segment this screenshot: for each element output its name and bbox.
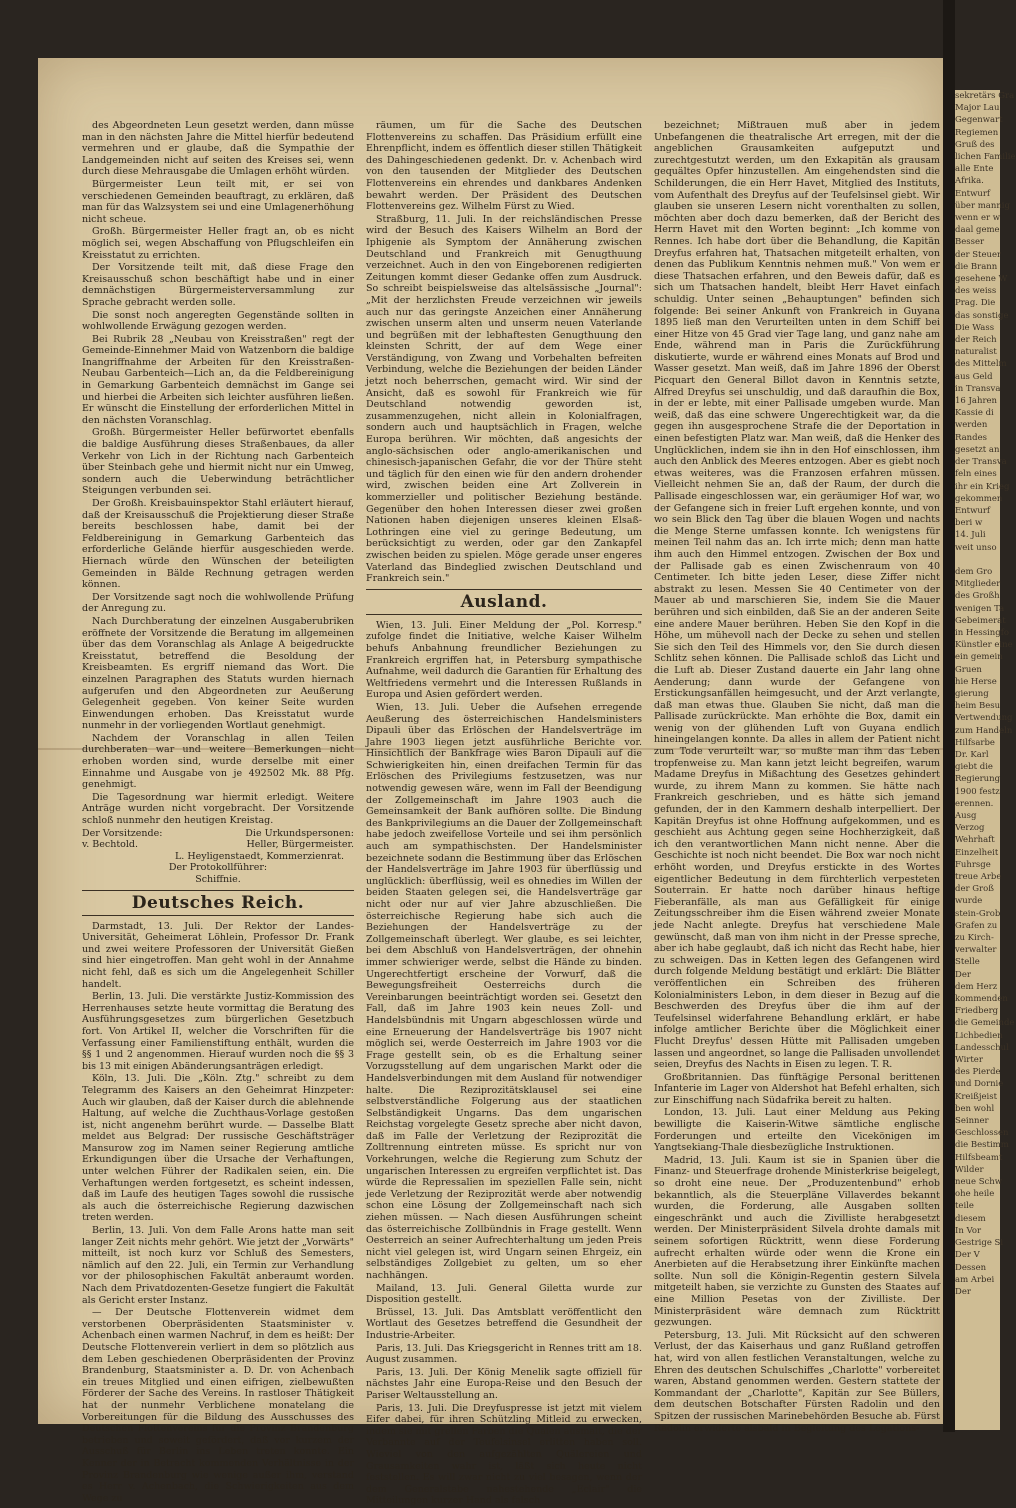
adjacent-page-line: Fuhrsge [955, 859, 991, 870]
article-paragraph: Großbritannien. Das fünftägige Personal berittenen Infanterie im Lager von Aldershot hat Befehl erhalten, sich zur Einschiffung nach Südafrika bereit zu halten. [654, 1071, 940, 1106]
adjacent-page-line: beri w [955, 518, 983, 529]
adjacent-page-line [955, 554, 1000, 566]
article-paragraph: Berlin, 13. Juli. Von dem Falle Arons hatte man seit langer Zeit nichts mehr gehört. Wie jetzt der „Vorwärts" mitteilt, ist noch kurz vor Schluß des Semesters, nämlich auf den 22. Juli, ein Termin zur Verhandlung vor der philosophischen Fakultät anberaumt worden. Nach dem Privatdozenten-Gesetze fungiert die Fakultät als Gericht erster Instanz. [82, 1225, 354, 1306]
adjacent-page-line: ein gemein [955, 652, 1003, 663]
adjacent-page-line: heim Besu [955, 701, 1001, 712]
adjacent-page-line: Lichbedien [955, 1030, 1003, 1041]
article-paragraph: bezeichnet; Mißtrauen muß aber in jedem Unbefangenen die theatralische Art erregen, mit der die angeblichen Grausamkeiten aufgeputzt und zurechtgestutzt werden, um den Exkapitän als grausam gequältes Opfer hinzustellen. Am eingehendsten sind die Schilderungen, die ein Herr Havet, Mitglied des Instituts, vom Aufenthalt des Dreyfus auf der Teufelsinsel giebt. Wir glauben sie unseren Lesern nicht vorenthalten zu sollen, möchten aber doch dazu bemerken, daß der Bericht des Herrn Havet mit den Worten beginnt: „Ich komme von Rennes. Ich habe dort über die Behandlung, die Kapitän Dreyfus erfahren hat, Thatsachen mitgeteilt erhalten, von denen das Publikum Kenntnis nehmen muß." Von wem er diese Thatsachen erfahren, und den Beweis dafür, daß es sich um Thatsachen handelt, bleibt Herr Havet einfach schuldig. Unter seinen „Behauptungen" befinden sich folgende: Bei seiner Ankunft von Frankreich in Guyana 1895 ließ man den Verurteilten unten in dem Schiff bei einer Hitze von 45 Grad vier Tage lang, und ganz nahe am Ende, während man in Paris die Zurückführung diskutierte, wurde er während eines Monats auf Brod und Wasser gesetzt. Man weiß, daß im Jahre 1896 der Oberst Picquart den General Billot davon in Kenntnis setzte, Alfred Dreyfus sei unschuldig, und daß daraufhin die Box, in der er lebte, mit einer Pallisade umgeben wurde. Man weiß, daß das eine schwere Ungerechtigkeit war, da die gegen ihn ausgesprochene Strafe die der Deportation in einen befestigten Platz war. Man weiß, daß die Henker des Unglücklichen, indem sie ihn in den Hof einschlossen, ihm auch den Anblick des Meeres entzogen. Aber es giebt noch etwas weiteres, was die Franzosen erfahren müssen. Vielleicht nehmen Sie an, daß der Raum, der durch die Pallisade eingeschlossen war, ein geräumiger Hof war, wo der Gefangene sich in freier Luft ergehen konnte, und von wo sein Blick den Tag über die blauen Wogen und nachts die Menge Sterne umfassen konnte. Ich wenigstens für meinen Teil nahm das an. Ich irrte mich; denn man hatte ihm auch den Himmel entzogen. Zwischen der Box und der Pallisade gab es einen Zwischenraum von 40 Centimeter. Ich bitte jeden Leser, diese Ziffer nicht abstrakt zu lesen. Messen Sie 40 Centimeter von der Mauer ab und marschieren Sie, indem Sie die Mauer berühren und sich einbilden, daß Sie an der anderen Seite eine andere Mauer berühren. Heben Sie den Kopf in die Höhe, um mühevoll nach der Decke zu sehen und stellen Sie sich den Teil des Himmels vor, den Sie durch diesen Schlitz sehen können. Die Pallisade schloß das Licht und die Luft ab. Dieser Zustand dauerte ein Jahr lang ohne Aenderung; dann wurde der Gefangene von Erstickungsanfällen heimgesucht, und der Arzt verlangte, daß man etwas thue. Glauben Sie nicht, daß man die Pallisade zurückrückte. Man erhöhte die Box, damit ein wenig von der glühenden Luft von Guyana endlich hineingelangen konnte. Da alles in allem der Patient nicht zum Tode verurteilt war, so mußte man ihm das Leben tropfenweise zu. Man kann jetzt leicht begreifen, warum Madame Dreyfus in Mißachtung des Gesetzes gehindert wurde, zu ihrem Mann zu kommen. Sie hätte nach Frankreich geschrieben, und es hätte sich jemand gefunden, der in den Kammern deshalb interpelliert. Der Kapitän Dreyfus ist ohne Hoffnung aufgekommen, und es geschieht aus Achtung gegen seine Hochherzigkeit, daß ich den verantwortlichen Mann nicht nenne. Aber die Geschichte ist noch nicht beendet. Die Box war noch nicht erhöht worden, und Dreyfus erstickte in des Wortes eigentlicher Bedeutung in dem fürchterlich verpesteten Souterrain. Er hatte noch darüber hinaus heftige Fieberanfälle, als man aus Gefälligkeit für einige Zeitungsschreiber ihm die Eisen während zweier Monate jede Nacht anlegte. Dreyfus hat verschiedene Male gewünscht, daß man von ihm nicht in der Presse spreche, aber ich habe geglaubt, daß ich nicht das Recht habe, hier zu schweigen. Das in Ketten legen des Gefangenen wird durch folgende Meldung bestätigt und erklärt: Die Blätter veröffentlichen ein Schreiben des früheren Kolonialministers Lebon, in dem dieser in Bezug auf die Beschwerden des Dreyfus über die ihm auf der Teufelsinsel widerfahrene Behandlung erklärt, er habe infolge amtlicher Berichte über die Möglichkeit einer Flucht Dreyfus' dessen Hütte mit Pallisaden umgeben lassen und angeordnet, so lange die Pallisaden unvollendet seien, Dreyfus des Nachts in Eisen zu legen. T. R. [654, 120, 940, 1071]
adjacent-page-line: des Mittelm [955, 359, 1007, 370]
adjacent-page-line: diesem [955, 1213, 986, 1224]
article-paragraph: Paris, 13. Juli. Die Dreyfuspresse ist jetzt mit vielem Eifer dabei, für ihren Schützling Mitleid zu erwecken, indem sie mit grellen Farben die Qualen ausmalt, die der Verbannte auf der Teufelsinsel erlitten haben soll. Wieviel von den aufgezählten Quälereien und Grausamkeiten wahr ist, läßt sich heute nicht feststellen. Es will zwar nicht zu viel besagen, wenn der dem Generalstabe nahestehende „Eclair" die Mitteilungen kurzer Hand als falsch [366, 1402, 642, 1507]
adjacent-page-line: Ausg [955, 810, 977, 821]
adjacent-page-line: Prag. Die [955, 298, 996, 309]
article-paragraph: Der Großh. Kreisbauinspektor Stahl erläutert hierauf, daß der Kreisausschuß die Projektierung dieser Straße bereits beschlossen habe, damit bei der Feldbereinigung in Gemarkung Garbenteich das erforderliche Gelände hierfür ausgeschieden werde. Hiernach würde den Wünschen der beteiligten Gemeinden in Bälde Rechnung getragen werden können. [82, 498, 354, 591]
adjacent-page-line: Gebeimerat [955, 615, 1006, 626]
adjacent-page-line: Stelle [955, 957, 980, 968]
signature-name: L. Heyligenstaedt, Kommerzienrat. [174, 850, 344, 862]
adjacent-page-line: lichen Familie [955, 152, 1016, 163]
adjacent-page-line: zu Kirch- [955, 933, 994, 944]
adjacent-page-line: der Steuer [955, 249, 1002, 260]
adjacent-page-line: Major Lau [955, 103, 1000, 114]
adjacent-page-line: Randes [955, 432, 987, 443]
adjacent-page-line: Der V [955, 1250, 980, 1261]
section-heading: Deutsches Reich. [82, 890, 354, 916]
adjacent-page-line: der Groß [955, 884, 994, 895]
adjacent-page-line: sekretärs Gra [955, 91, 1015, 101]
article-paragraph: Köln, 13. Juli. Die „Köln. Ztg." schreibt zu dem Telegramm des Kaisers an den Geheimrat Hinzpeter: Auch wir glauben, daß der Kaiser durch die ablehnende Haltung, auf welche die Zuchthaus-Vorlage gestoßen ist, nicht angenehm berührt wurde. — Dasselbe Blatt meldet aus Belgrad: Der russische Geschäftsträger Mansurow zog im Namen seiner Regierung amtliche Erkundigungen über die Ursache der Verhaftungen, unter welchen Führer der Radikalen seien, ein. Die Verhaftungen werden fortgesetzt, es scheint indessen, daß im Laufe des heutigen Tages sowohl die russische als auch die österreichische Regierung dazwischen treten werden. [82, 1073, 354, 1224]
adjacent-page-line: dem Gro [955, 566, 993, 577]
article-paragraph: Paris, 13. Juli. Das Kriegsgericht in Rennes tritt am 18. August zusammen. [366, 1342, 642, 1366]
adjacent-page-line: über mannig [955, 200, 1010, 211]
section-heading: Ausland. [366, 589, 642, 615]
adjacent-page-line: Hilfsbeamt [955, 1152, 1003, 1163]
adjacent-page-line: kommenden [955, 994, 1008, 1005]
adjacent-page-line: der Reich [955, 335, 997, 346]
adjacent-page-line: in Transva [955, 383, 1001, 394]
adjacent-page-line: ihr ein Krieg [955, 481, 1010, 492]
adjacent-page-line: feln eines [955, 469, 997, 480]
adjacent-page-line: Dr. Karl [955, 749, 989, 760]
adjacent-page-line: werden [955, 420, 988, 431]
adjacent-page-line: gierung [955, 688, 989, 699]
adjacent-page-line: 14. Juli [955, 530, 986, 541]
adjacent-page-line: Wehrhaft [955, 835, 995, 846]
newspaper-page [38, 58, 943, 1507]
adjacent-page-line: gesetzt an [955, 444, 1000, 455]
article-paragraph: Bürgermeister Leun teilt mit, er sei von verschiedenen Gemeinden beauftragt, zu erklären, daß man für das Walzsystem sei und eine Umlagenerhöhung nicht scheue. [82, 178, 354, 225]
adjacent-page-line: erennen. [955, 798, 994, 809]
article-paragraph: — Der Deutsche Flottenverein widmet dem verstorbenen Oberpräsidenten Staatsminister v. Achenbach einen warmen Nachruf, in dem es heißt: Der Deutsche Flottenverein verliert in dem so plötzlich aus dem Leben geschiedenen Oberpräsidenten der Provinz Brandenburg, Staatsminister a. D. Dr. von Achenbach ein treues Mitglied und einen eifrigen, zielbewußten Förderer der Sache des Vereins. In rastloser Thätigkeit hat der nunmehr Verblichene monatelang die Vorbereitungen für die Bildung des Ausschusses des Deutschen Flottenvereins für die Provinz Brandenburg betrieben und soweit gefördert, daß vor kurzem der Ausschuß für Berlin ins Leben treten konnte. Ein Kenner der in Betracht kommenden Verhältnisse in der Provinz Brandenburg wie wenige außer ihm, verstand es Herr v. Achenbach, die Schwierigkeiten aus dem Wege zu [82, 1307, 354, 1504]
adjacent-page-line: des Großh [955, 591, 1000, 602]
adjacent-page-line: Friedberg [955, 1006, 999, 1017]
adjacent-page-line: Vertwendung [955, 713, 1013, 724]
adjacent-page-line: Wilder [955, 1164, 984, 1175]
adjacent-page-line: Besser [955, 237, 985, 248]
signature-row [82, 839, 354, 851]
adjacent-page-line: alle Ente [955, 164, 994, 175]
adjacent-page-line: Der [955, 969, 971, 980]
adjacent-page-line: wurde [955, 896, 983, 907]
adjacent-page-line: gekommen [955, 493, 1003, 504]
adjacent-page-line: der Transva [955, 457, 1007, 468]
article-paragraph: Brüssel, 13. Juli. Das Amtsblatt veröffentlicht den Wortlaut des Gesetzes betreffend die Gesundheit der Industrie-Arbeiter. [366, 1306, 642, 1341]
adjacent-page-line: Gegenwart [955, 115, 1003, 126]
adjacent-page-line: und Dornie [955, 1079, 1004, 1090]
article-paragraph: Wien, 13. Juli. Einer Meldung der „Pol. Korresp." zufolge findet die Initiative, welche Kaiser Wilhelm behufs Anbahnung freundlicher Beziehungen zu Frankreich ergriffen hat, in Petersburg sympathische Aufnahme, weil dadurch die Garantien für Erhaltung des Weltfriedens vermehrt und die Interessen Rußlands in Europa und Asien gefördert werden. [366, 619, 642, 701]
adjacent-page-line: Einzelheit [955, 847, 999, 858]
signature-name: Schiffnie. [195, 874, 241, 885]
adjacent-page-line: 16 Jahren [955, 396, 998, 407]
article-paragraph: Mailand, 13. Juli. General Giletta wurde zur Disposition gestellt. [366, 1282, 642, 1306]
article-paragraph: Der Vorsitzende teilt mit, daß diese Frage den Kreisausschuß schon beschäftigt habe und in einer demnächstigen Bürgermeisterversammlung zur Sprache gebracht werden solle. [82, 262, 354, 308]
column-3 [654, 120, 940, 1435]
adjacent-page-line: Gruß des [955, 139, 995, 150]
adjacent-page-line: Künstler eine [955, 640, 1013, 651]
article-paragraph: Petersburg, 13. Juli. Mit Rücksicht auf den schweren Verlust, der das Kaiserhaus und ganz Rußland getroffen hat, wird von allen festlichen Veranstaltungen, welche zu Ehren des deutschen Schulschiffes „Charlotte" vorbereitet waren, Abstand genommen werden. Gestern stattete der Kommandant der „Charlotte", Kapitän zur See Büllers, dem deutschen Botschafter Fürsten Radolin und den Spitzen der russischen Marinebehörden Besuche ab. Fürst Radolin erwiderte alsbald in Begleitung des Legations- [654, 1329, 940, 1434]
article-paragraph: London, 13. Juli. Laut einer Meldung aus Peking bewilligte die Kaiserin-Witwe sämtliche englische Forderungen und erteilte den Vicekönigen im Yangtsekiang-Thale diesbezügliche Instruktionen. [654, 1107, 940, 1154]
adjacent-page-line: teile [955, 1201, 974, 1212]
article-paragraph: Madrid, 13. Juli. Kaum ist sie in Spanien über die Finanz- und Steuerfrage drohende Ministerkrise beigelegt, so droht eine neue. Der „Produzentenbund" erhob bekanntlich, als die Steuerpläne Villaverdes bekannt wurden, die Forderung, alle Ausgaben sollten eingeschränkt und auch die Zivilliste herabgesetzt werden. Der Ministerpräsident Silvela drohte damals mit seinem sofortigen Rücktritt, wenn diese Forderung aufrecht erhalten würde oder wenn die Krone ein Anerbieten auf die Herabsetzung ihrer Einkünfte machen sollte. Nun soll die Königin-Regentin gestern Silvela mitgeteilt haben, sie verzichte zu Gunsten des Staates auf eine Million Pesetas von der Zivilliste. Der Ministerpräsident wäre demnach zum Rücktritt gezwungen. [654, 1154, 940, 1329]
adjacent-page-line: daal geme [955, 225, 1000, 236]
adjacent-page-line: zum Handeln [955, 725, 1013, 736]
adjacent-page-line: Gestrige Si [955, 1238, 1004, 1249]
adjacent-page-line: Wirter [955, 1055, 983, 1066]
adjacent-page-line: hie Herse [955, 676, 997, 687]
article-paragraph: Berlin, 13. Juli. Die verstärkte Justiz-Kommission des Herrenhauses setzte heute vormittag die Beratung des Ausführungsgesetzes zum bürgerlichen Gesetzbuch fort. Von Artikel II, welcher die Vorschriften für die Verfassung einer Familienstiftung enthält, wurden die §§ 1 und 2 angenommen. Hierauf wurden noch die §§ 3 bis 13 mit einigen Abänderungsanträgen erledigt. [82, 991, 354, 1072]
article-paragraph: Die Tagesordnung war hiermit erledigt. Weitere Anträge wurden nicht vorgebracht. Der Vorsitzende schloß nunmehr den heutigen Kreistag. [82, 791, 354, 827]
adjacent-page-line: Kreißjeist [955, 1091, 998, 1102]
adjacent-page-line: weit unso [955, 542, 997, 553]
adjacent-page-line: Entwurf [955, 505, 991, 516]
adjacent-page-line: Dessen [955, 1262, 987, 1273]
adjacent-page-line: die Brann [955, 261, 998, 272]
adjacent-page-line: Entwurf [955, 188, 991, 199]
adjacent-page-line: in Hessingfo [955, 627, 1009, 638]
adjacent-page-line: dem Herz [955, 981, 998, 992]
adjacent-page-line: giebt die [955, 762, 993, 773]
adjacent-page-line: Geschlossen [955, 1128, 1009, 1139]
signature-label: Die Urkundspersonen: [245, 827, 354, 839]
adjacent-page-line: ohe heile [955, 1189, 995, 1200]
adjacent-page-line: 1900 festz [955, 786, 1000, 797]
adjacent-page-line: das sonstige [955, 310, 1009, 321]
adjacent-page-line: Grafen zu [955, 920, 998, 931]
adjacent-page-line: Hilfsarbe [955, 737, 995, 748]
adjacent-page-line: Afrika. [955, 176, 984, 187]
binding-gutter [943, 0, 955, 1432]
adjacent-page-line: am Arbei [955, 1274, 995, 1285]
adjacent-page-line: aus Geld [955, 371, 993, 382]
adjacent-page-edge [955, 90, 1016, 1430]
article-paragraph: Paris, 13. Juli. Der König Menelik sagte offiziell für nächstes Jahr eine Europa-Reise und den Besuch der Pariser Weltausstellung an. [366, 1366, 642, 1401]
article-paragraph: Großh. Bürgermeister Heller befürwortet ebenfalls die baldige Ausführung dieses Straßenbaues, da aller Verkehr von Lich in der Richtung nach Garbenteich über Steinbach gehe und hiermit nicht nur ein Umweg, sondern auch die Ueberwindung beträchtlicher Steigungen verbunden sei. [82, 427, 354, 497]
adjacent-page-line: wenigen Ta [955, 603, 1005, 614]
signature-label: Der Protokollführer: [168, 862, 268, 874]
article-paragraph: Großh. Bürgermeister Heller fragt an, ob es nicht möglich sei, wegen Abschaffung von Pflugschleifen ein Kreisstatut zu errichten. [82, 226, 354, 261]
column-2 [366, 120, 642, 1508]
adjacent-page-line: Gruen [955, 664, 982, 675]
adjacent-page-line: verwalter [955, 945, 997, 956]
adjacent-page-line: die Gemeinde [955, 1018, 1015, 1029]
adjacent-page-line: Die Wass [955, 322, 995, 333]
adjacent-page-line: neue Schw [955, 1177, 1003, 1188]
adjacent-page-line: Kassie di [955, 408, 994, 419]
article-paragraph: Die sonst noch angeregten Gegenstände sollten in wohlwollende Erwägung gezogen werden. [82, 309, 354, 333]
adjacent-page-line: Der [955, 1286, 971, 1297]
adjacent-page-line: Verzog [955, 823, 985, 834]
adjacent-page-line: die Bestimm [955, 1140, 1009, 1151]
article-paragraph: Nachdem der Voranschlag in allen Teilen durchberaten war und weitere Bemerkungen nicht erhoben worden sind, wurde derselbe mit einer Einnahme und Ausgabe von je 492502 Mk. 88 Pfg. genehmigt. [82, 732, 354, 791]
adjacent-page-line: naturalist [955, 347, 997, 358]
column-1 [82, 120, 354, 1505]
article-paragraph: des Abgeordneten Leun gesetzt werden, dann müsse man in den nächsten Jahre die Mittel hierfür bedeutend vermehren und er glaube, daß die Sympathie der Landgemeinden nicht auf seiten des Kreises sei, wenn durch diese Mehrausgabe die Umlagen erhöht würden. [82, 120, 354, 178]
adjacent-page-line: des Pierde [955, 1067, 1001, 1078]
adjacent-page-line: Mitglieder [955, 579, 1001, 590]
adjacent-page-line: Regierung [955, 774, 1001, 785]
adjacent-page-line: Regiemen [955, 127, 999, 138]
signature-label: Der Vorsitzende: [82, 827, 163, 839]
adjacent-page-line: In Vor [955, 1225, 982, 1236]
adjacent-page-line: ben wohl [955, 1103, 995, 1114]
adjacent-page-line: wenn er w [955, 213, 1001, 224]
article-paragraph: räumen, um für die Sache des Deutschen Flottenvereins zu schaffen. Das Präsidium erfüllt eine Ehrenpflicht, indem es öffentlich dieser stillen Thätigkeit des Dahingeschiedenen gedenkt. Dr. v. Achenbach wird von den tausenden der Mitglieder des Deutschen Flottenvereins ein ehrendes und dankbares Andenken bewahrt werden. Der Präsident des Deutschen Flottenvereins gez. Wilhelm Fürst zu Wied. [366, 120, 642, 213]
adjacent-page-line: treue Arbe [955, 872, 1002, 882]
adjacent-page-line: gesehene W [955, 274, 1008, 285]
adjacent-page-line: Seinner [955, 1116, 989, 1127]
article-paragraph: Nach Durchberatung der einzelnen Ausgaberubriken eröffnete der Vorsitzende die Beratung im allgemeinen über das dem Voranschlag als Anlage A beigedruckte Kreisstatut, betreffend die Besoldung der Kreisbeamten. Es ergriff niemand das Wort. Die einzelnen Paragraphen des Statuts wurden hiernach aufgerufen und den Abgeordneten zur Aeußerung Gelegenheit gegeben. Von keiner Seite wurden Einwendungen erhoben. Das Kreisstatut wurde nunmehr in der vorliegenden Wortlaut genehmigt. [82, 615, 354, 732]
adjacent-page-line: des weiss [955, 286, 997, 297]
signature-name: Heller, Bürgermeister. [246, 839, 354, 851]
article-paragraph: Darmstadt, 13. Juli. Der Rektor der Landes-Universität, Geheimerat Löhlein, Professor Dr. Frank und zwei weitere Professoren der Universität Gießen sind hier eingetroffen. Man geht wohl in der Annahme nicht fehl, daß es sich um die Angelegenheit Schiller handelt. [82, 920, 354, 990]
adjacent-page-line: Landesschul [955, 1042, 1009, 1053]
article-paragraph: Bei Rubrik 28 „Neubau von Kreisstraßen" regt der Gemeinde-Einnehmer Maid von Watzenborn die baldige Inangriffnahme der Arbeiten für den Kreisstraßen-Neubau Garbenteich—Lich an, da die Feldbereinigung in Gemarkung Garbenteich demnächst im Gange sei und hierbei die Arbeiten sich leichter ausführen ließen. Er wünscht die Einstellung der erforderlichen Mittel in den nächsten Voranschlag. [82, 333, 354, 426]
article-paragraph: Straßburg, 11. Juli. In der reichsländischen Presse wird der Besuch des Kaisers Wilhelm an Bord der Iphigenie als Symptom der Annäherung zwischen Deutschland und Frankreich mit Genugthuung verzeichnet. Auch in den von Eingeborenen redigierten Zeitungen kommt dieser Gedanke offen zum Ausdruck. So schreibt beispielsweise das altelsässische „Journal": „Mit der herzlichsten Freude verzeichnen wir jeweils auch nur das geringste Anzeichen einer Annäherung zwischen unserm alten und unserm neuen Vaterlande und begrüßen mit der lebhaftesten Genugthuung den kleinsten Schritt, der auf dem Wege einer Verständigung, von Zwang und Vorbehalten befreiten Verbindung, welche die Beziehungen der beiden Länder jetzt noch beherrschen, gemacht wird. Wir sind der Ansicht, daß es sowohl für Frankreich wie für Deutschland notwendig geworden ist, zusammenzugehen, nicht allein in Kolonialfragen, sondern auch und hauptsächlich in Fragen, welche Europa berühren. Wir möchten, daß angesichts der anglo-sächsischen oder anglo-amerikanischen und chinesisch-japanischen Gefahr, die vor der Thüre steht und täglich für den einen wie für den andern drohender wird, zwischen beiden eine Art Zollverein in kommerzieller und politischer Beziehung bestände. Gegenüber den hohen Interessen dieser zwei großen Nationen haben diejenigen unseres kleinen Elsaß-Lothringen eine viel zu geringe Bedeutung, um berücksichtigt zu werden, oder gar den Zankapfel zwischen beiden zu spielen. Möge gerade unser engeres Vaterland das Bindeglied zwischen Deutschland und Frankreich sein." [366, 213, 642, 585]
article-paragraph: Wien, 13. Juli. Ueber die Aufsehen erregende Aeußerung des österreichischen Handelsministers Dipauli über das Erlöschen der Handelsverträge im Jahre 1903 liegen jetzt ausführliche Berichte vor. Hinsichtlich der Bankfrage wies Baron Dipauli auf die Schwierigkeiten hin, einen dreifachen Termin für das Erlöschen des Privilegiums festzusetzen, was nur notwendig gewesen wäre, wenn im Fall der Beendigung der Zollgemeinschaft im Jahre 1903 auch die Gemeinsamkeit der Bank aufhören sollte. Die Bindung des Bankprivilegiums an die Dauer der Zollgemeinschaft habe jedoch zweifellose Vorteile und sei ihm persönlich auch am sympathischsten. Der Handelsminister bezeichnete sodann die Bestimmung über das Erlöschen der Handelsverträge im Jahre 1903 für überflüssig und unglücklich: überflüssig, weil es ohnedies im Willen der beiden Staaten gelegen sei, die Handelsverträge gar nicht oder nur auf vier Jahre abzuschließen. Die österreichische Regierung habe sich auch die Beziehungen der Handelsverträge zu der Zollgemeinschaft überlegt. Wer glaube, es sei leichter, bei dem Abschluß von Handelsverträgen, der ohnehin immer schwieriger werde, selbst die Hände zu binden. Ungerechtfertigt erscheine der Vorwurf, daß die Bewegungsfreiheit Oesterreichs durch die Vereinbarungen beeinträchtigt worden sei. Gesetzt den Fall, daß im Jahre 1903 kein neues Zoll- und Handelsbündnis mit Ungarn abgeschlossen würde und eine Erneuerung der Handelsverträge bis 1907 nicht möglich sei, werde Oesterreich im Jahre 1903 vor die Frage gestellt sein, ob es die Erhaltung seiner Vorzugsstellung auf dem ungarischen Markt oder die Handelsverbindungen mit dem Ausland für notwendiger halte. Die Reziprozitätsklausel sei eine selbstverständliche Folgerung aus der staatlichen Selbständigkeit Ungarns. Das dem ungarischen Reichstag vorgelegte Gesetz spreche aber nicht davon, daß im Falle der Verletzung der Reziprozität die Zolltrennung eintreten müsse. Es spricht nur von Vorkehrungen, welche die Regierung zum Schutz der ungarischen Interessen zu ergreifen verpflichtet ist. Das würde die Repressalien im speziellen Falle sein, nicht jede Verletzung der Reziprozität werde aber notwendig schon eine Lösung der Zollgemeinschaft nach sich ziehen müssen. — Nach diesen Ausführungen scheint das österreichische Zollbündnis in Frage gestellt. Wenn Oesterreich an seiner Aufrechterhaltung um jeden Preis nicht viel gelegen ist, wird Ungarn seinen Ehrgeiz, ein selbständiges Zollgebiet zu gelten, um so eher nachhängen. [366, 701, 642, 1281]
adjacent-page-line: stein-Grob [955, 908, 1001, 919]
signature-row [82, 828, 354, 840]
article-paragraph: Der Vorsitzende sagt noch die wohlwollende Prüfung der Anregung zu. [82, 591, 354, 615]
signature-name: v. Bechtold. [82, 839, 138, 851]
